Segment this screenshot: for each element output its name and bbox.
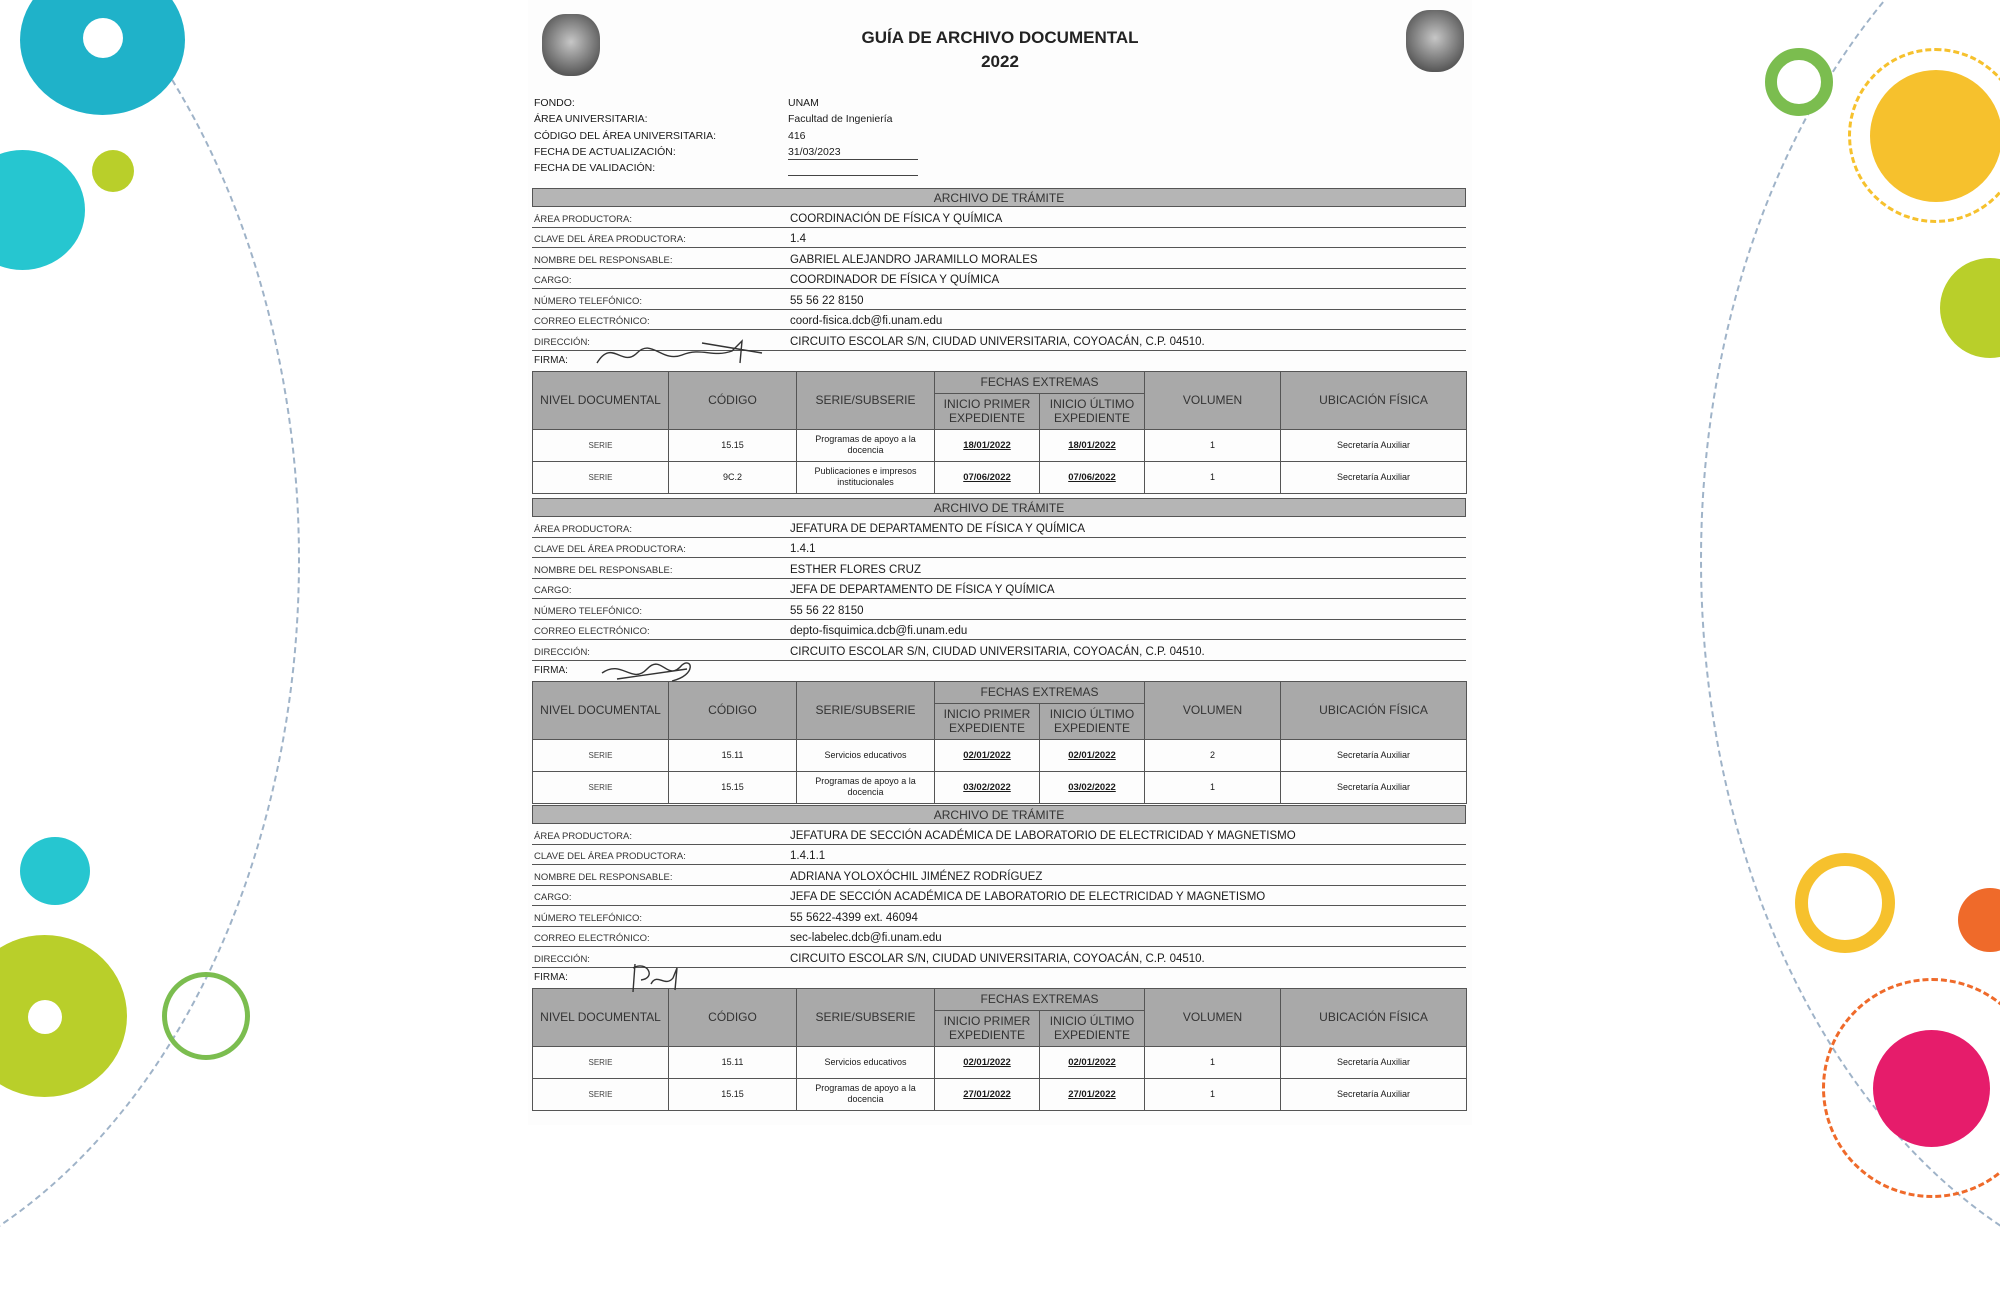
table-row: SERIE 9C.2 Publicaciones e impresos institucionales 07/06/2022 07/06/2022 1 Secretaría Auxiliar	[533, 461, 1467, 493]
firma-row: FIRMA:	[532, 661, 1466, 681]
meta-row: ÁREA UNIVERSITARIA: Facultad de Ingeniería	[534, 113, 893, 126]
info-direccion: DIRECCIÓN: CIRCUITO ESCOLAR S/N, CIUDAD UNIVERSITARIA, COYOACÁN, C.P. 04510.	[532, 640, 1466, 661]
table-row: SERIE 15.15 Programas de apoyo a la docencia 03/02/2022 03/02/2022 1 Secretaría Auxiliar	[533, 771, 1467, 803]
green-ring-decoration	[162, 972, 250, 1060]
white-dot-decoration	[83, 18, 123, 58]
info-nombre: NOMBRE DEL RESPONSABLE: ESTHER FLORES CRUZ	[532, 558, 1466, 579]
table-row: SERIE 15.15 Programas de apoyo a la docencia 18/01/2022 18/01/2022 1 Secretaría Auxiliar	[533, 429, 1467, 461]
info-cargo: CARGO: COORDINADOR DE FÍSICA Y QUÍMICA	[532, 269, 1466, 290]
meta-row: CÓDIGO DEL ÁREA UNIVERSITARIA: 416	[534, 129, 806, 142]
archivo-section-3	[532, 805, 1466, 1111]
records-table	[532, 371, 1467, 494]
info-cargo: CARGO: JEFA DE SECCIÓN ACADÉMICA DE LABORATORIO DE ELECTRICIDAD Y MAGNETISMO	[532, 886, 1466, 907]
table-row: SERIE 15.11 Servicios educativos 02/01/2022 02/01/2022 2 Secretaría Auxiliar	[533, 739, 1467, 771]
header-serie: SERIE/SUBSERIE	[797, 681, 935, 739]
records-table	[532, 681, 1467, 804]
header-nivel: NIVEL DOCUMENTAL	[533, 681, 669, 739]
meta-block	[534, 95, 918, 176]
section-banner: ARCHIVO DE TRÁMITE	[532, 188, 1466, 207]
info-correo: CORREO ELECTRÓNICO: coord-fisica.dcb@fi.unam.edu	[532, 310, 1466, 331]
header-inicio-ultimo: INICIO ÚLTIMO EXPEDIENTE	[1040, 1010, 1145, 1046]
firma-row: FIRMA:	[532, 968, 1466, 988]
info-area: ÁREA PRODUCTORA: COORDINACIÓN DE FÍSICA Y QUÍMICA	[532, 207, 1466, 228]
header-inicio-primer: INICIO PRIMER EXPEDIENTE	[935, 703, 1040, 739]
header-fechas: FECHAS EXTREMAS	[935, 681, 1145, 703]
records-table	[532, 988, 1467, 1111]
header-nivel: NIVEL DOCUMENTAL	[533, 371, 669, 429]
table-row: SERIE 15.11 Servicios educativos 02/01/2022 02/01/2022 1 Secretaría Auxiliar	[533, 1046, 1467, 1078]
yellow-circle-decoration	[1870, 70, 2000, 202]
header-serie: SERIE/SUBSERIE	[797, 371, 935, 429]
archivo-section-2	[532, 498, 1466, 804]
info-clave: CLAVE DEL ÁREA PRODUCTORA: 1.4.1.1	[532, 845, 1466, 866]
header-ubicacion: UBICACIÓN FÍSICA	[1281, 988, 1467, 1046]
archivo-section-1	[532, 188, 1466, 494]
firma-row: FIRMA:	[532, 351, 1466, 371]
yellow-ring-decoration	[1795, 853, 1895, 953]
info-area: ÁREA PRODUCTORA: JEFATURA DE DEPARTAMENTO DE FÍSICA Y QUÍMICA	[532, 517, 1466, 538]
info-correo: CORREO ELECTRÓNICO: sec-labelec.dcb@fi.unam.edu	[532, 927, 1466, 948]
signature-icon	[597, 655, 707, 689]
info-clave: CLAVE DEL ÁREA PRODUCTORA: 1.4	[532, 228, 1466, 249]
info-direccion: DIRECCIÓN: CIRCUITO ESCOLAR S/N, CIUDAD UNIVERSITARIA, COYOACÁN, C.P. 04510.	[532, 330, 1466, 351]
info-area: ÁREA PRODUCTORA: JEFATURA DE SECCIÓN ACADÉMICA DE LABORATORIO DE ELECTRICIDAD Y MAGNETISMO	[532, 824, 1466, 845]
document-sheet	[528, 0, 1472, 1125]
lime-dot-decoration	[92, 150, 134, 192]
header-volumen: VOLUMEN	[1145, 988, 1281, 1046]
info-cargo: CARGO: JEFA DE DEPARTAMENTO DE FÍSICA Y QUÍMICA	[532, 579, 1466, 600]
header-inicio-primer: INICIO PRIMER EXPEDIENTE	[935, 393, 1040, 429]
header-fechas: FECHAS EXTREMAS	[935, 371, 1145, 393]
header-nivel: NIVEL DOCUMENTAL	[533, 988, 669, 1046]
info-clave: CLAVE DEL ÁREA PRODUCTORA: 1.4.1	[532, 538, 1466, 559]
green-ring-decoration-right	[1765, 48, 1833, 116]
document-year: 2022	[981, 52, 1019, 71]
info-correo: CORREO ELECTRÓNICO: depto-fisquimica.dcb@fi.unam.edu	[532, 620, 1466, 641]
header-codigo: CÓDIGO	[669, 988, 797, 1046]
info-telefono: NÚMERO TELEFÓNICO: 55 56 22 8150	[532, 289, 1466, 310]
header-fechas: FECHAS EXTREMAS	[935, 988, 1145, 1010]
document-title: GUÍA DE ARCHIVO DOCUMENTAL	[861, 28, 1139, 47]
pink-circle-decoration	[1873, 1030, 1990, 1147]
info-nombre: NOMBRE DEL RESPONSABLE: GABRIEL ALEJANDRO JARAMILLO MORALES	[532, 248, 1466, 269]
header-inicio-primer: INICIO PRIMER EXPEDIENTE	[935, 1010, 1040, 1046]
info-direccion: DIRECCIÓN: CIRCUITO ESCOLAR S/N, CIUDAD UNIVERSITARIA, COYOACÁN, C.P. 04510.	[532, 947, 1466, 968]
meta-row: FONDO: UNAM	[534, 97, 819, 109]
cyan-small-circle-decoration	[20, 837, 90, 905]
meta-row: FECHA DE ACTUALIZACIÓN: 31/03/2023	[534, 144, 918, 160]
header-inicio-ultimo: INICIO ÚLTIMO EXPEDIENTE	[1040, 393, 1145, 429]
white-dot-decoration-2	[28, 1000, 62, 1034]
section-banner: ARCHIVO DE TRÁMITE	[532, 498, 1466, 517]
info-nombre: NOMBRE DEL RESPONSABLE: ADRIANA YOLOXÓCHIL JIMÉNEZ RODRÍGUEZ	[532, 865, 1466, 886]
header-codigo: CÓDIGO	[669, 371, 797, 429]
header-inicio-ultimo: INICIO ÚLTIMO EXPEDIENTE	[1040, 703, 1145, 739]
header-codigo: CÓDIGO	[669, 681, 797, 739]
info-telefono: NÚMERO TELEFÓNICO: 55 56 22 8150	[532, 599, 1466, 620]
section-banner: ARCHIVO DE TRÁMITE	[532, 805, 1466, 824]
header-ubicacion: UBICACIÓN FÍSICA	[1281, 681, 1467, 739]
header-ubicacion: UBICACIÓN FÍSICA	[1281, 371, 1467, 429]
table-row: SERIE 15.15 Programas de apoyo a la docencia 27/01/2022 27/01/2022 1 Secretaría Auxiliar	[533, 1078, 1467, 1110]
info-telefono: NÚMERO TELEFÓNICO: 55 5622-4399 ext. 46094	[532, 906, 1466, 927]
signature-icon	[592, 333, 792, 373]
header-volumen: VOLUMEN	[1145, 681, 1281, 739]
header-volumen: VOLUMEN	[1145, 371, 1281, 429]
signature-icon	[627, 958, 687, 996]
header-serie: SERIE/SUBSERIE	[797, 988, 935, 1046]
meta-row: FECHA DE VALIDACIÓN:	[534, 160, 918, 176]
